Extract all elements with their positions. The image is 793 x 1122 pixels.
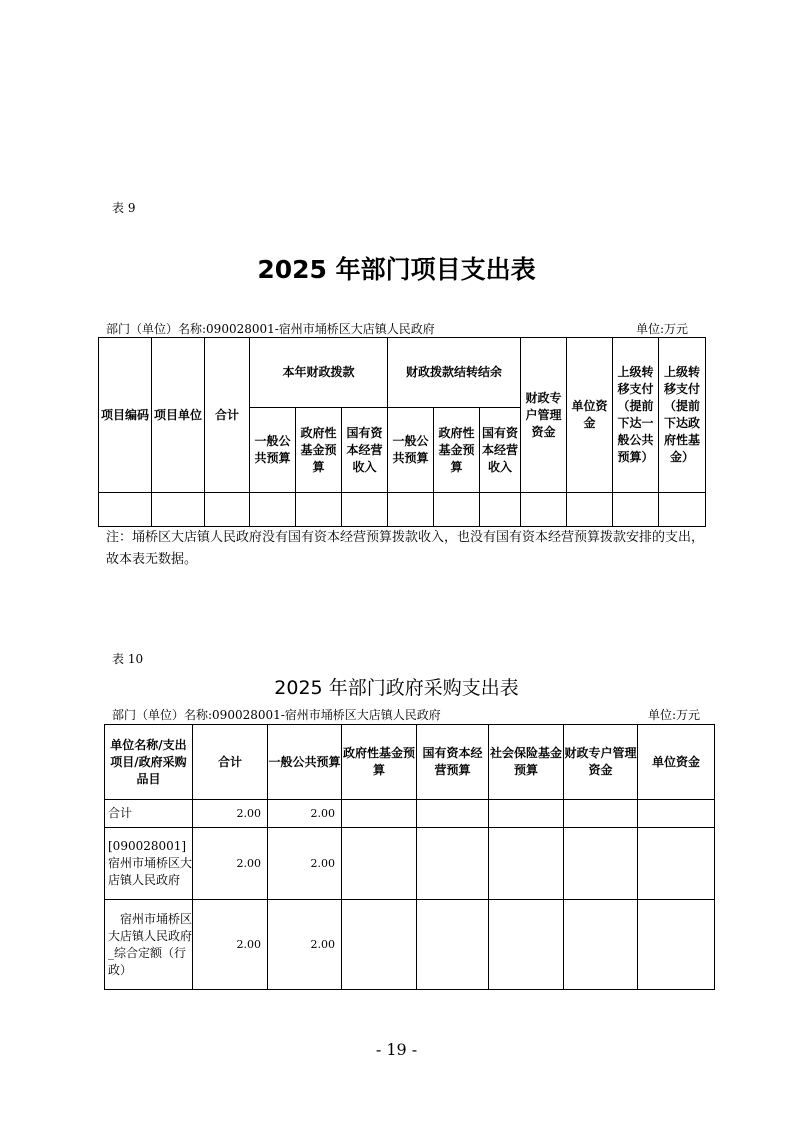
table-row [105,828,715,900]
table-row [105,800,715,828]
table10-unit: 单位:万元 [648,708,701,722]
header-project-code: 项目编码 [99,338,152,493]
header-upper-transfer-general: 上级转移支付（提前下达一般公共预算） [613,338,659,493]
table-row [105,900,715,990]
header-social-insurance: 社会保险基金预算 [489,725,564,800]
table9-unit: 单位:万元 [636,322,689,336]
cell-total: 2.00 [193,900,268,990]
cell-general: 2.00 [268,900,342,990]
cell-name: 宿州市埇桥区大店镇人民政府_综合定额（行政） [105,900,193,990]
header-special-account: 财政专户管理资金 [521,338,567,493]
header-current-general: 一般公共预算 [250,408,296,493]
header-own-funds: 单位资金 [567,338,613,493]
header-current-fund: 政府性基金预算 [296,408,342,493]
table9-title: 2025 年部门项目支出表 [257,255,536,284]
header-carryover-state-capital: 国有资本经营收入 [480,408,521,493]
table9 [98,337,706,527]
table9-note: 注：埇桥区大店镇人民政府没有国有资本经营预算拨款收入，也没有国有资本经营预算拨款安排的支出，故本表无数据。 [106,530,705,567]
header-carryover: 财政拨款结转结余 [388,338,521,408]
header-carryover-fund: 政府性基金预算 [434,408,480,493]
cell-total: 2.00 [193,828,268,900]
table10 [104,724,715,990]
cell-total: 2.00 [193,800,268,828]
header-fund-budget: 政府性基金预算 [342,725,417,800]
page-number: - 19 - [375,1040,418,1059]
table-row [99,493,706,527]
cell-general: 2.00 [268,800,342,828]
header-total: 合计 [205,338,250,493]
header-upper-transfer-fund: 上级转移支付（提前下达政府性基金） [659,338,706,493]
cell-name: [090028001]宿州市埇桥区大店镇人民政府 [105,828,193,900]
cell-name: 合计 [105,800,193,828]
header-special-account: 财政专户管理资金 [564,725,638,800]
header-own-funds: 单位资金 [638,725,715,800]
table9-label: 表 9 [112,201,136,215]
header-project-unit: 项目单位 [152,338,205,493]
header-total: 合计 [193,725,268,800]
header-state-capital-budget: 国有资本经营预算 [417,725,489,800]
header-name: 单位名称/支出项目/政府采购品目 [105,725,193,800]
cell-general: 2.00 [268,828,342,900]
table9-dept: 部门（单位）名称:090028001-宿州市埇桥区大店镇人民政府 [106,322,435,336]
header-current-year-appropriation: 本年财政拨款 [250,338,388,408]
table10-title: 2025 年部门政府采购支出表 [274,677,519,699]
header-current-state-capital: 国有资本经营收入 [342,408,388,493]
table10-label: 表 10 [112,652,144,666]
table10-dept: 部门（单位）名称:090028001-宿州市埇桥区大店镇人民政府 [112,708,441,722]
header-general-budget: 一般公共预算 [268,725,342,800]
header-carryover-general: 一般公共预算 [388,408,434,493]
